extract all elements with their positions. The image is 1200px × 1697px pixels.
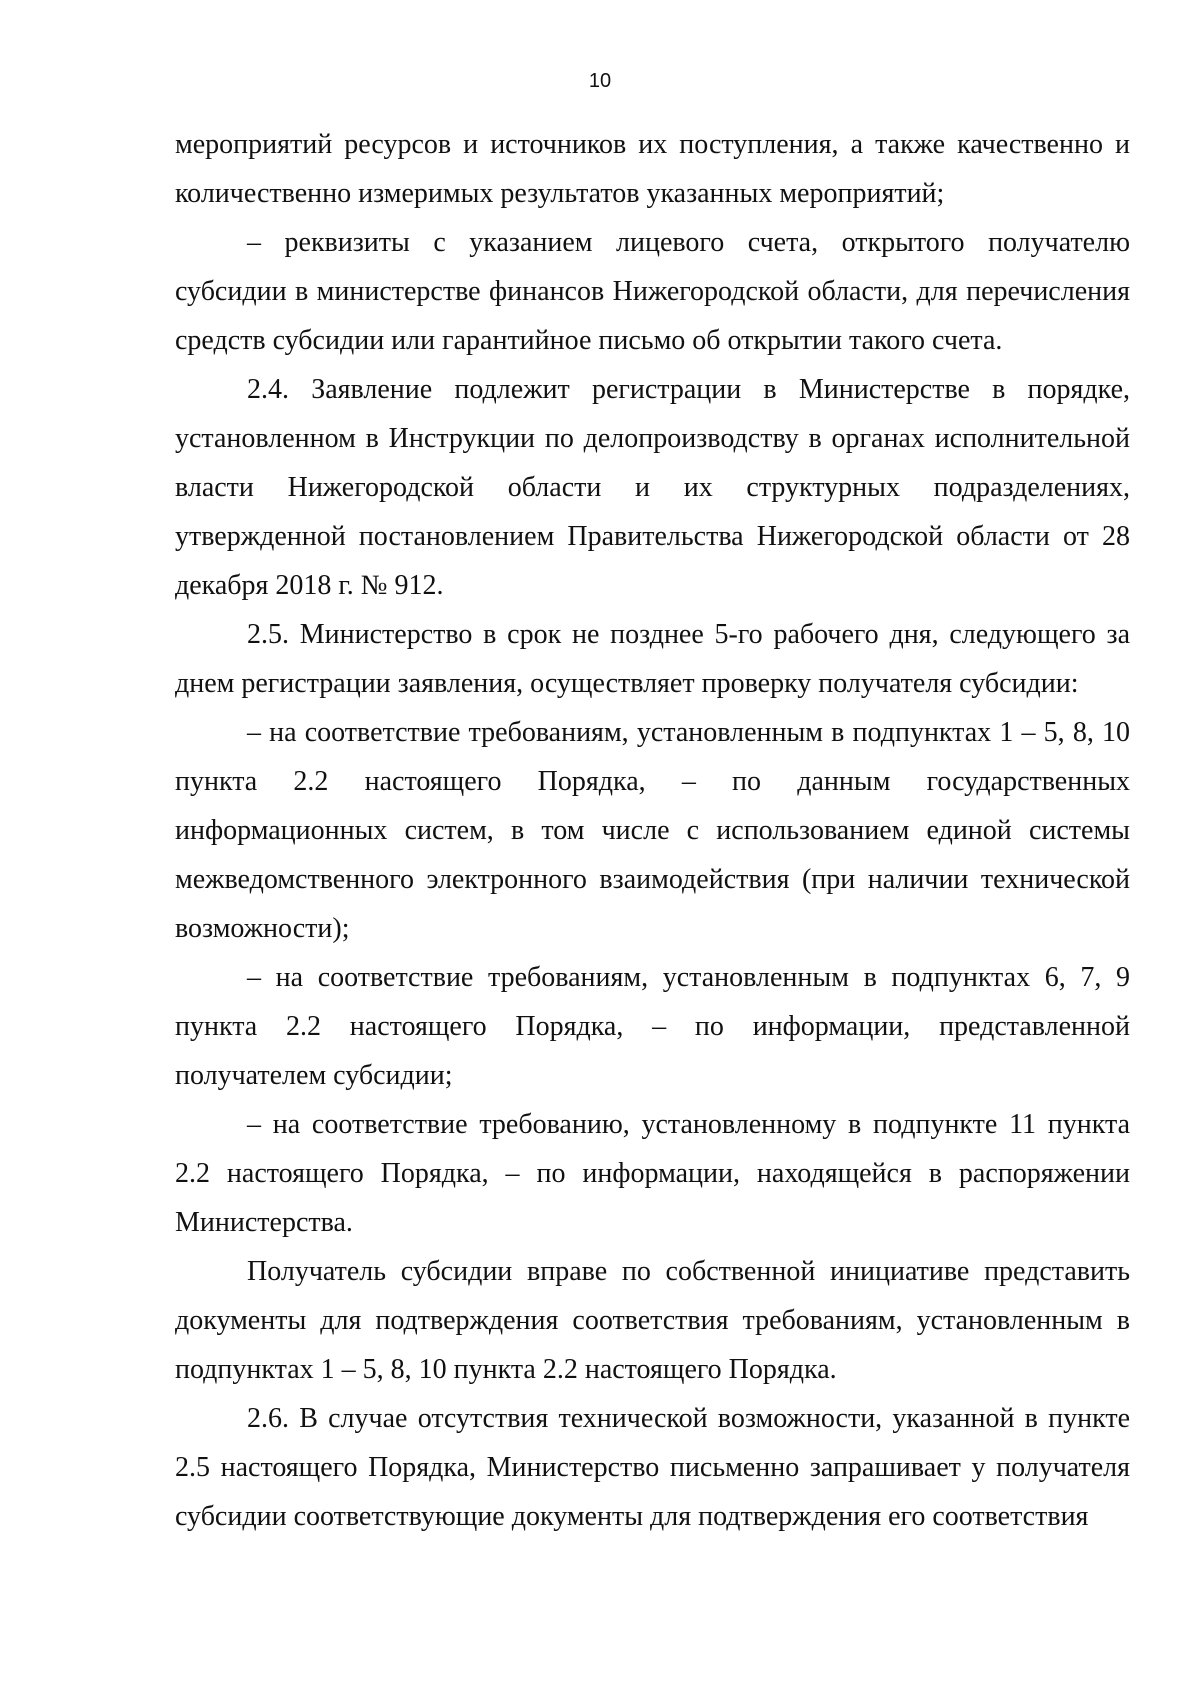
paragraph-own-initiative: Получатель субсидии вправе по собственной инициативе представить документы для подтверждения соответствия требованиям, установленным в подпунктах 1 – 5, 8, 10 пункта 2.2 настоящего Порядка. [175,1256,1130,1385]
paragraph-check-applicant-info: – на соответствие требованиям, установленным в подпунктах 6, 7, 9 пункта 2.2 настоящего Порядка, – по информации, представленной получателем субсидии; [175,962,1130,1091]
paragraph-2-4: 2.4. Заявление подлежит регистрации в Министерстве в порядке, установленном в Инструкции по делопроизводству в органах исполнительной власти Нижегородской области и их структурных подразделениях, утвержденной постановлением Правительства Нижегородской области от 28 декабря 2018 г. № 912. [175,374,1130,601]
paragraph-check-ministry-info: – на соответствие требованию, установленному в подпункте 11 пункта 2.2 настоящего Порядка, – по информации, находящейся в распоряжении Министерства. [175,1109,1130,1238]
paragraph-2-5: 2.5. Министерство в срок не позднее 5-го рабочего дня, следующего за днем регистрации заявления, осуществляет проверку получателя субсидии: [175,619,1130,699]
paragraph-2-6: 2.6. В случае отсутствия технической возможности, указанной в пункте 2.5 настоящего Порядка, Министерство письменно запрашивает у получателя субсидии соответствующие документы для подтверждения его соответствия [175,1403,1130,1532]
page-number: 10 [588,70,612,92]
document-body [175,120,1130,1541]
paragraph-bank-details: – реквизиты с указанием лицевого счета, открытого получателю субсидии в министерстве финансов Нижегородской области, для перечисления средств субсидии или гарантийное письмо об открытии такого счета. [175,227,1130,356]
paragraph-check-state-systems: – на соответствие требованиям, установленным в подпунктах 1 – 5, 8, 10 пункта 2.2 настоящего Порядка, – по данным государственных информационных систем, в том числе с использованием единой системы межведомственного электронного взаимодействия (при наличии технической возможности); [175,717,1130,944]
paragraph-continuation: мероприятий ресурсов и источников их поступления, а также качественно и количественно измеримых результатов указанных мероприятий; [175,129,1130,209]
